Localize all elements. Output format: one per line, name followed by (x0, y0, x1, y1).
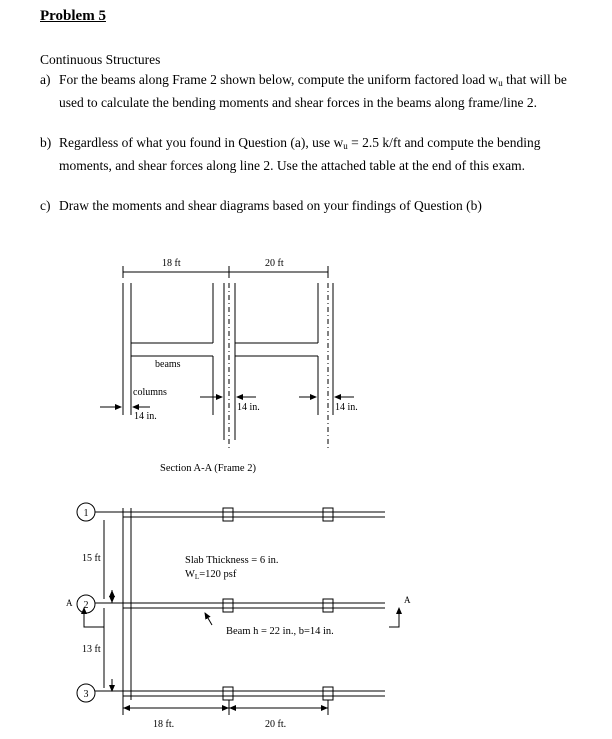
section-cut-right (389, 617, 399, 627)
column-width-label: 14 in. (237, 402, 260, 413)
column-width-label: 14 in. (335, 402, 358, 413)
question-text: Regardless of what you found in Question (a), use w (59, 135, 344, 150)
section-elevation (100, 266, 354, 450)
beam-callout-arrow (205, 613, 212, 625)
subscript: u (498, 78, 503, 88)
columns-label: columns (133, 387, 167, 398)
live-load-subscript: L (194, 573, 200, 581)
slab-thickness-note: Slab Thickness = 6 in. (185, 555, 279, 566)
grid-label-2: 2 (83, 600, 89, 611)
question-text: For the beams along Frame 2 shown below, compute the uniform factored load w (59, 72, 499, 87)
plan-column (323, 687, 333, 700)
question-label: b) (40, 135, 52, 150)
beams-label: beams (155, 359, 181, 370)
question-label: c) (40, 198, 51, 213)
live-load-value: =120 psf (199, 569, 237, 580)
section-caption: Section A-A (Frame 2) (160, 463, 256, 474)
dimension-label-bottom: 13 ft (82, 644, 101, 655)
question-text-cont: that will be used to calculate the bending moments and shear forces in the beams along frame/line 2. (59, 72, 567, 110)
question-text: Draw the moments and shear diagrams based on your findings of Question (b) (59, 198, 482, 213)
plan-column (323, 599, 333, 612)
section-cut-left (84, 617, 104, 627)
subscript: u (343, 141, 348, 151)
column-width-label: 14 in. (134, 411, 157, 422)
question-text-cont: = 2.5 k/ft and compute the bending moments, and shear forces along line 2. Use the attached table at the end of this exam. (59, 135, 541, 173)
plan-column (223, 687, 233, 700)
span-label-left: 18 ft (162, 258, 181, 269)
section-mark-right: A (404, 595, 411, 605)
plan-column (223, 508, 233, 521)
problem-heading: Problem 5 (40, 8, 106, 24)
span-label-left: 18 ft. (153, 719, 175, 730)
span-label-right: 20 ft. (265, 719, 287, 730)
section-mark-left: A (66, 598, 73, 608)
grid-label-1: 1 (83, 508, 89, 519)
question-label: a) (40, 72, 51, 87)
topic-subheading: Continuous Structures (40, 52, 161, 67)
live-load-symbol: W (185, 569, 195, 580)
dimension-label-top: 15 ft (82, 553, 101, 564)
plan-column (323, 508, 333, 521)
live-load-note (185, 569, 237, 581)
beam-size-note: Beam h = 22 in., b=14 in. (226, 626, 334, 637)
plan-view (77, 503, 399, 715)
plan-column (223, 599, 233, 612)
grid-label-3: 3 (83, 689, 89, 700)
span-label-right: 20 ft (265, 258, 284, 269)
